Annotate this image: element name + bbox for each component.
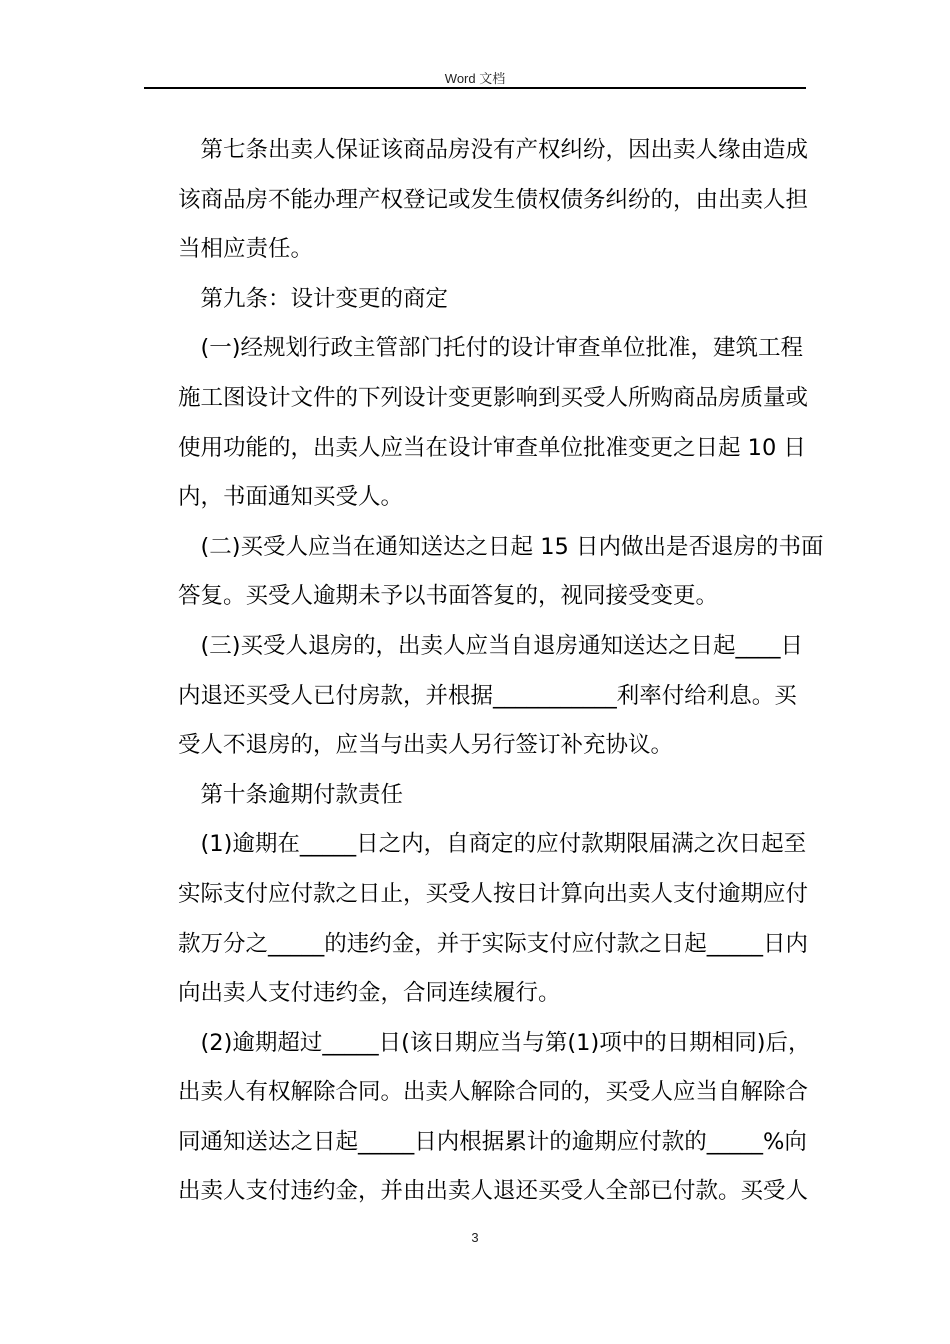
text-line: 第十条逾期付款责任	[178, 781, 404, 808]
text-line: (三)买受人退房的，出卖人应当自退房通知送达之日起____日	[178, 632, 804, 659]
text-line: 内，书面通知买受人。	[178, 484, 404, 511]
text-line: 当相应责任。	[178, 236, 314, 263]
text-line: (一)经规划行政主管部门托付的设计审查单位批准，建筑工程	[178, 335, 804, 362]
text-line: 出卖人有权解除合同。出卖人解除合同的，买受人应当自解除合	[178, 1079, 809, 1106]
text-line: 第七条出卖人保证该商品房没有产权纠纷，因出卖人缘由造成	[178, 137, 809, 163]
text-line: 施工图设计文件的下列设计变更影响到买受人所购商品房质量或	[178, 384, 809, 411]
text-line: 该商品房不能办理产权登记或发生债权债务纠纷的，由出卖人担	[178, 186, 809, 213]
text-line: 第九条：设计变更的商定	[178, 285, 449, 312]
page-header: Word 文档	[444, 71, 506, 86]
page-number: 3	[471, 1230, 479, 1245]
text-line: 使用功能的，出卖人应当在设计审查单位批准变更之日起 10 日	[178, 434, 806, 461]
text-line: (1)逾期在_____日之内，自商定的应付款期限届满之次日起至	[178, 831, 807, 858]
text-line: (二)买受人应当在通知送达之日起 15 日内做出是否退房的书面	[178, 533, 824, 560]
text-line: 内退还买受人已付房款，并根据___________利率付给利息。买	[178, 682, 797, 709]
header-rule	[144, 87, 806, 89]
text-line: 受人不退房的，应当与出卖人另行签订补充协议。	[178, 732, 674, 759]
text-line: 向出卖人支付违约金，合同连续履行。	[178, 980, 561, 1007]
text-line: 款万分之_____的违约金，并于实际支付应付款之日起_____日内	[178, 930, 809, 957]
text-line: 答复。买受人逾期未予以书面答复的，视同接受变更。	[178, 583, 719, 610]
document-body	[178, 126, 824, 1217]
text-line: (2)逾期超过_____日(该日期应当与第(1)项中的日期相同)后，	[178, 1029, 811, 1056]
text-line: 同通知送达之日起_____日内根据累计的逾期应付款的_____%向	[178, 1128, 807, 1155]
text-line: 实际支付应付款之日止，买受人按日计算向出卖人支付逾期应付	[178, 880, 809, 907]
text-line: 出卖人支付违约金，并由出卖人退还买受人全部已付款。买受人	[178, 1178, 809, 1205]
